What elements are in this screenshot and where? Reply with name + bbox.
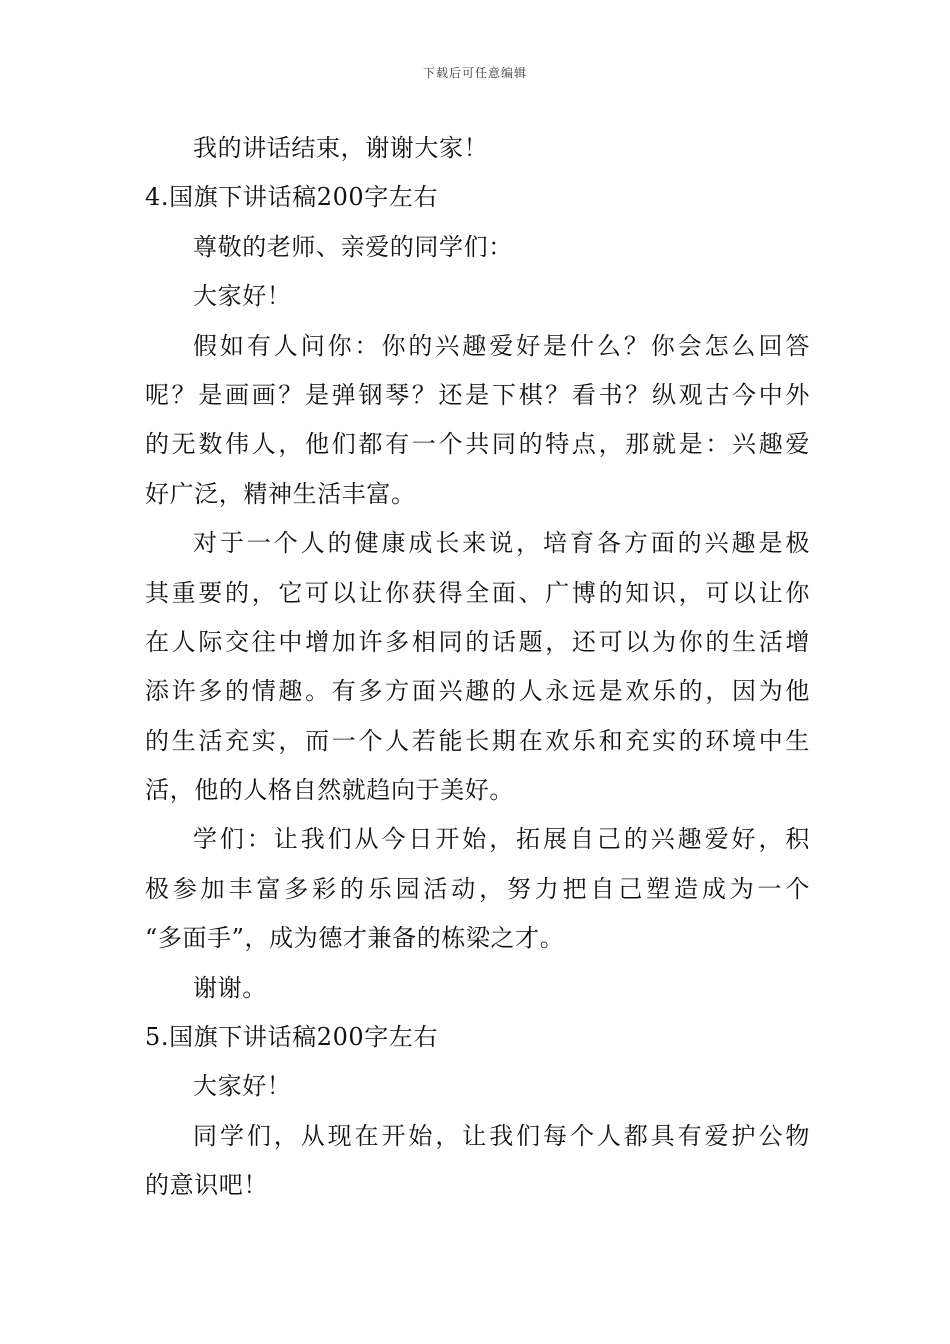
text-line: 的意识吧！ [145,1171,268,1200]
text-line: 学们：让我们从今日开始，拓展自己的兴趣爱好，积 [193,825,810,854]
page-header-note: 下载后可任意编辑 [422,66,527,80]
text-line: 好广泛，精神生活丰富。 [145,479,416,508]
text-line: 在人际交往中增加许多相同的话题，还可以为你的生活增 [145,627,810,656]
document-body [145,124,810,1211]
text-line: 其重要的，它可以让你获得全面、广博的知识，可以让你 [145,578,810,607]
text-line: 的无数伟人，他们都有一个共同的特点，那就是：兴趣爱 [145,430,810,459]
text-line: 对于一个人的健康成长来说，培育各方面的兴趣是极 [193,529,810,558]
text-line: 假如有人问你：你的兴趣爱好是什么？你会怎么回答 [193,331,810,360]
text-line: 谢谢。 [193,973,267,1002]
text-line: “多面手”，成为德才兼备的栋梁之才。 [145,924,565,953]
text-line: 尊敬的老师、亲爱的同学们： [193,232,513,261]
text-line: 活，他的人格自然就趋向于美好。 [145,776,514,805]
text-line: 我的讲话结束，谢谢大家！ [193,134,489,162]
text-line: 添许多的情趣。有多方面兴趣的人永远是欢乐的，因为他 [145,677,810,706]
text-line: 的生活充实，而一个人若能长期在欢乐和充实的环境中生 [145,726,810,755]
text-line: 同学们，从现在开始，让我们每个人都具有爱护公物 [193,1121,810,1150]
text-line: 大家好！ [193,1072,292,1101]
text-line: 呢？是画画？是弹钢琴？还是下棋？看书？纵观古今中外 [145,380,810,409]
section-heading: 4.国旗下讲话稿200字左右 [145,183,439,212]
text-line: 极参加丰富多彩的乐园活动，努力把自己塑造成为一个 [145,874,810,903]
text-line: 大家好！ [193,282,292,311]
section-heading: 5.国旗下讲话稿200字左右 [145,1023,439,1052]
